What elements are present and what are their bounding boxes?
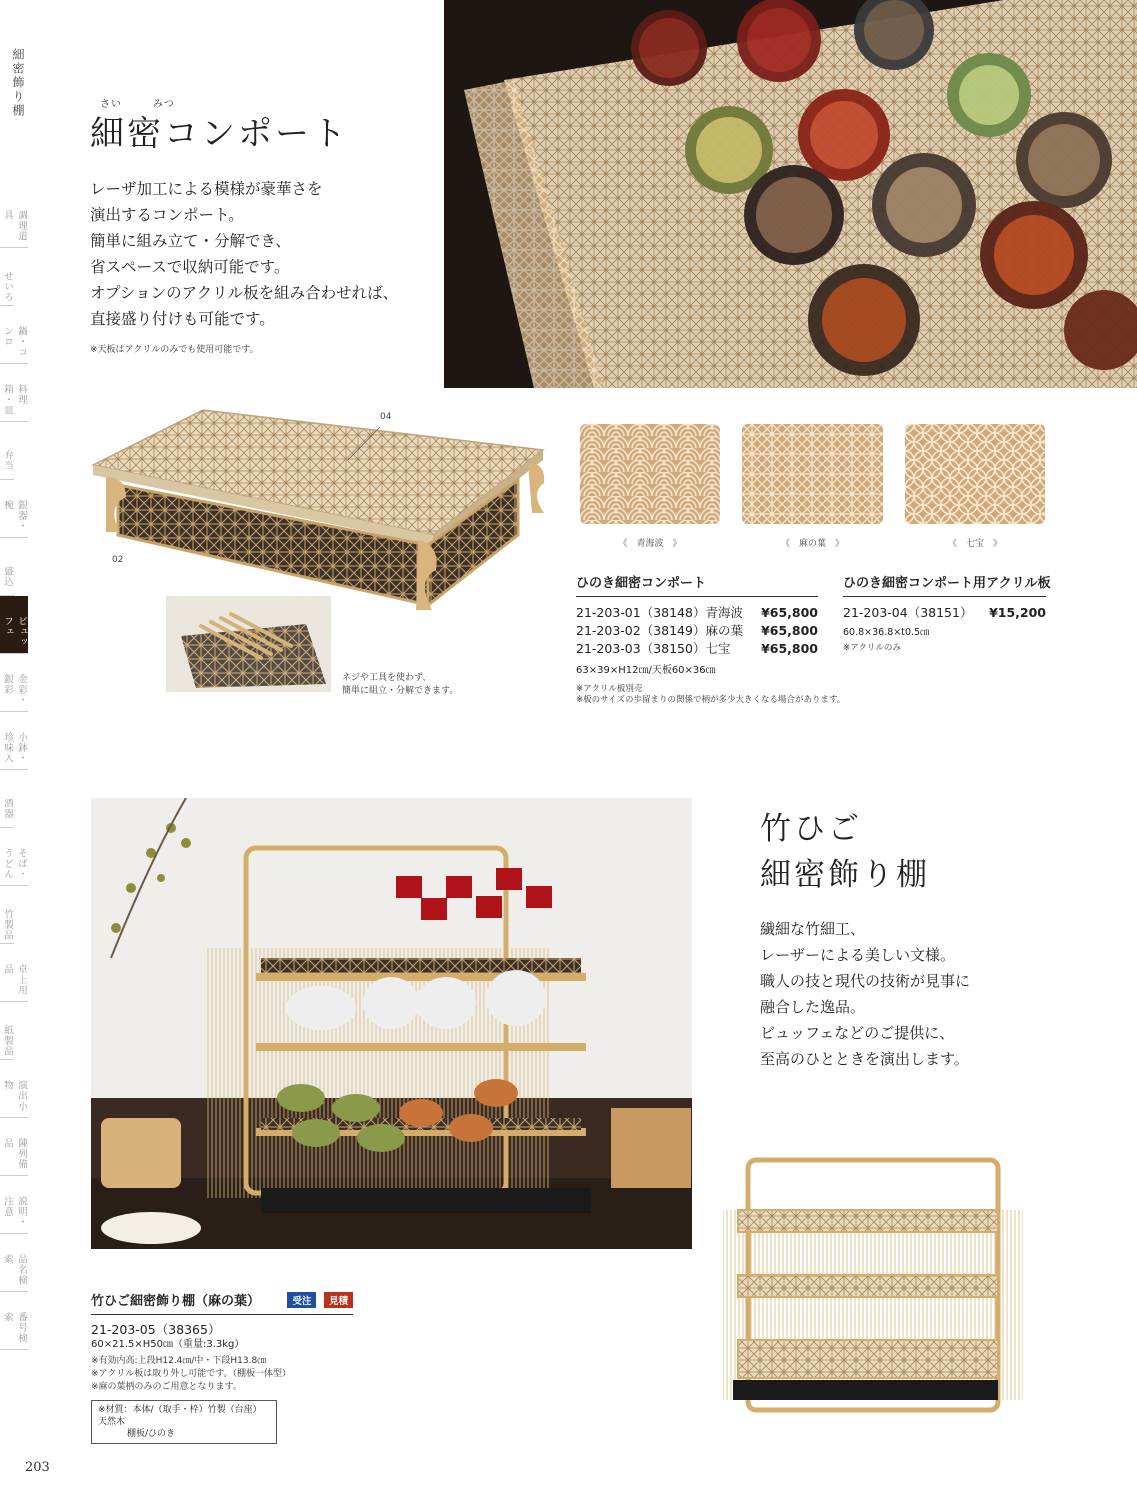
section2-title (760, 806, 930, 898)
product-row (576, 640, 818, 658)
side-index-item[interactable]: 小鉢・珍味入 (0, 712, 28, 770)
product-size: 60×21.5×H50㎝（重量:3.3kg） (91, 1339, 245, 1350)
product-note: ※麻の葉柄のみのご用意となります。 (91, 1382, 242, 1392)
assembly-note (342, 672, 458, 698)
desc-line: ビュッフェなどのご提供に、 (760, 1024, 955, 1042)
side-index-item[interactable]: 銀器・椀 (0, 480, 28, 538)
material-line: ※材質：本体/（取手・枠）竹製（台座）天然木 (98, 1405, 262, 1427)
product-acrylic-heading: ひのき細密コンポート用アクリル板 (843, 572, 1046, 597)
product-shelf-info (91, 1290, 353, 1444)
product-note: ※有効内高:上段H12.4㎝/中・下段H13.8㎝ (91, 1356, 267, 1366)
desc-line: 簡単に組み立て・分解でき、 (90, 232, 291, 250)
section1-description (90, 176, 398, 332)
pattern-label-seigaiha: 《 青海波 》 (618, 539, 682, 549)
side-index-item[interactable]: 盛込 (0, 538, 14, 596)
top-note: ※天板はアクリルのみでも使用可能です。 (90, 345, 259, 355)
pattern-label-shippo: 《 七宝 》 (947, 539, 1002, 549)
product-note: ※アクリル板別売 (576, 684, 643, 694)
side-index-item[interactable]: 紙製品 (0, 1002, 14, 1060)
shelf-product-art (718, 1150, 1028, 1430)
section2-title-line1: 竹ひご (760, 811, 862, 847)
product-note: ※アクリルのみ (843, 643, 901, 653)
product-code: 21-203-02（38149）麻の葉 (576, 623, 743, 638)
product-size: 60.8×36.8×t0.5㎝ (843, 627, 930, 638)
side-index-item[interactable]: 金彩・銀彩 (0, 654, 28, 712)
desc-line: 融合した逸品。 (760, 998, 866, 1016)
side-section-label: 細密飾り棚 (11, 48, 25, 118)
side-index-item[interactable]: 品名検索 (0, 1234, 28, 1292)
desc-line: 省スペースで収納可能です。 (90, 258, 290, 276)
product-price: ¥15,200 (989, 605, 1046, 620)
product-shelf-heading: 竹ひご細密飾り棚（麻の葉） (91, 1294, 261, 1309)
compote-illustration (88, 405, 548, 620)
side-index-item[interactable]: そば・うどん (0, 828, 28, 886)
product-compote-heading: ひのき細密コンポート (576, 572, 818, 597)
assembly-note-line: ネジや工具を使わず、 (342, 673, 432, 683)
desc-line: 繊細な竹細工、 (760, 920, 866, 938)
swatch-shippo (905, 424, 1045, 524)
material-box (91, 1400, 277, 1444)
shelf-scene-photo (91, 798, 692, 1249)
shelf-scene-art (91, 798, 692, 1249)
assembly-note-line: 簡単に組立・分解できます。 (342, 686, 459, 696)
swatch-seigaiha (580, 424, 720, 524)
compote-product-image (88, 405, 548, 620)
product-price: ¥65,800 (761, 605, 818, 620)
product-code: 21-203-05（38365） (91, 1322, 221, 1337)
desc-line: 演出するコンポート。 (90, 206, 244, 224)
product-code: 21-203-04（38151） (843, 605, 973, 620)
side-index-item[interactable]: 料理箱・皿 (0, 364, 28, 422)
side-index-item[interactable]: 卓上用品 (0, 944, 28, 1002)
badges (284, 1292, 353, 1308)
product-size: 63×39×H12㎝/天板60×36㎝ (576, 665, 716, 676)
product-price: ¥65,800 (761, 641, 818, 656)
asanoha-pattern (742, 424, 883, 524)
section2-description (760, 916, 970, 1072)
product-acrylic-info (843, 572, 1051, 655)
hero-photo (444, 0, 1137, 388)
assembly-photo-art (166, 596, 331, 692)
page-number: 203 (25, 1460, 50, 1475)
seigaiha-pattern (580, 424, 720, 524)
side-index-item[interactable]: 酒器 (0, 770, 14, 828)
hero-photo-art (444, 0, 1137, 388)
side-index-item[interactable]: 説明・注意 (0, 1176, 28, 1234)
pattern-label-asanoha: 《 麻の葉 》 (780, 539, 844, 549)
callout-02: 02 (112, 555, 124, 565)
section2-title-line2: 細密飾り棚 (760, 857, 930, 893)
side-index-item[interactable]: 調理道具 (0, 190, 28, 248)
title-ruby-left: さい (100, 99, 122, 110)
side-index-item[interactable]: 竹製品 (0, 886, 14, 944)
side-index-item[interactable]: 弁当 (0, 422, 14, 480)
desc-line: レーザーによる美しい文様。 (760, 946, 956, 964)
product-row (843, 604, 1046, 622)
desc-line: オプションのアクリル板を組み合わせれば、 (90, 284, 399, 302)
assembly-photo (166, 596, 331, 692)
shippo-pattern (905, 424, 1045, 524)
product-price: ¥65,800 (761, 623, 818, 638)
badge-quote: 見積 (324, 1292, 353, 1308)
product-shelf-heading-row (91, 1290, 353, 1315)
desc-line: 直接盛り付けも可能です。 (90, 310, 275, 328)
desc-line: レーザ加工による模様が豪華さを (90, 180, 323, 198)
product-code: 21-203-01（38148）青海波 (576, 605, 743, 620)
side-index (0, 190, 35, 1350)
product-compote-info (576, 572, 846, 706)
side-index-item[interactable]: ビュッフェ (0, 596, 28, 654)
material-line: 棚板/ひのき (127, 1429, 176, 1439)
product-row (576, 604, 818, 622)
side-index-item[interactable]: 鍋・コンロ (0, 306, 28, 364)
side-index-item[interactable]: せいろ (0, 248, 14, 306)
product-code: 21-203-03（38150）七宝 (576, 641, 731, 656)
product-note: ※板のサイズの歩留まりの関係で柄が多少大きくなる場合があります。 (576, 695, 846, 705)
swatch-asanoha (742, 424, 883, 524)
desc-line: 至高のひとときを演出します。 (760, 1050, 969, 1068)
desc-line: 職人の技と現代の技術が見事に (760, 972, 971, 990)
shelf-product-image (718, 1150, 1028, 1430)
badge-order: 受注 (287, 1292, 316, 1308)
title-ruby-right: みつ (153, 99, 175, 110)
product-note: ※アクリル板は取り外し可能です。（棚板一体型） (91, 1369, 292, 1379)
side-index-item[interactable]: 番号検索 (0, 1292, 28, 1350)
page-title: 細密コンポート (90, 114, 349, 154)
callout-04: 04 (380, 412, 392, 422)
side-index-item[interactable]: 演出小物 (0, 1060, 28, 1118)
product-row (576, 622, 818, 640)
side-index-item[interactable]: 陳列備品 (0, 1118, 28, 1176)
